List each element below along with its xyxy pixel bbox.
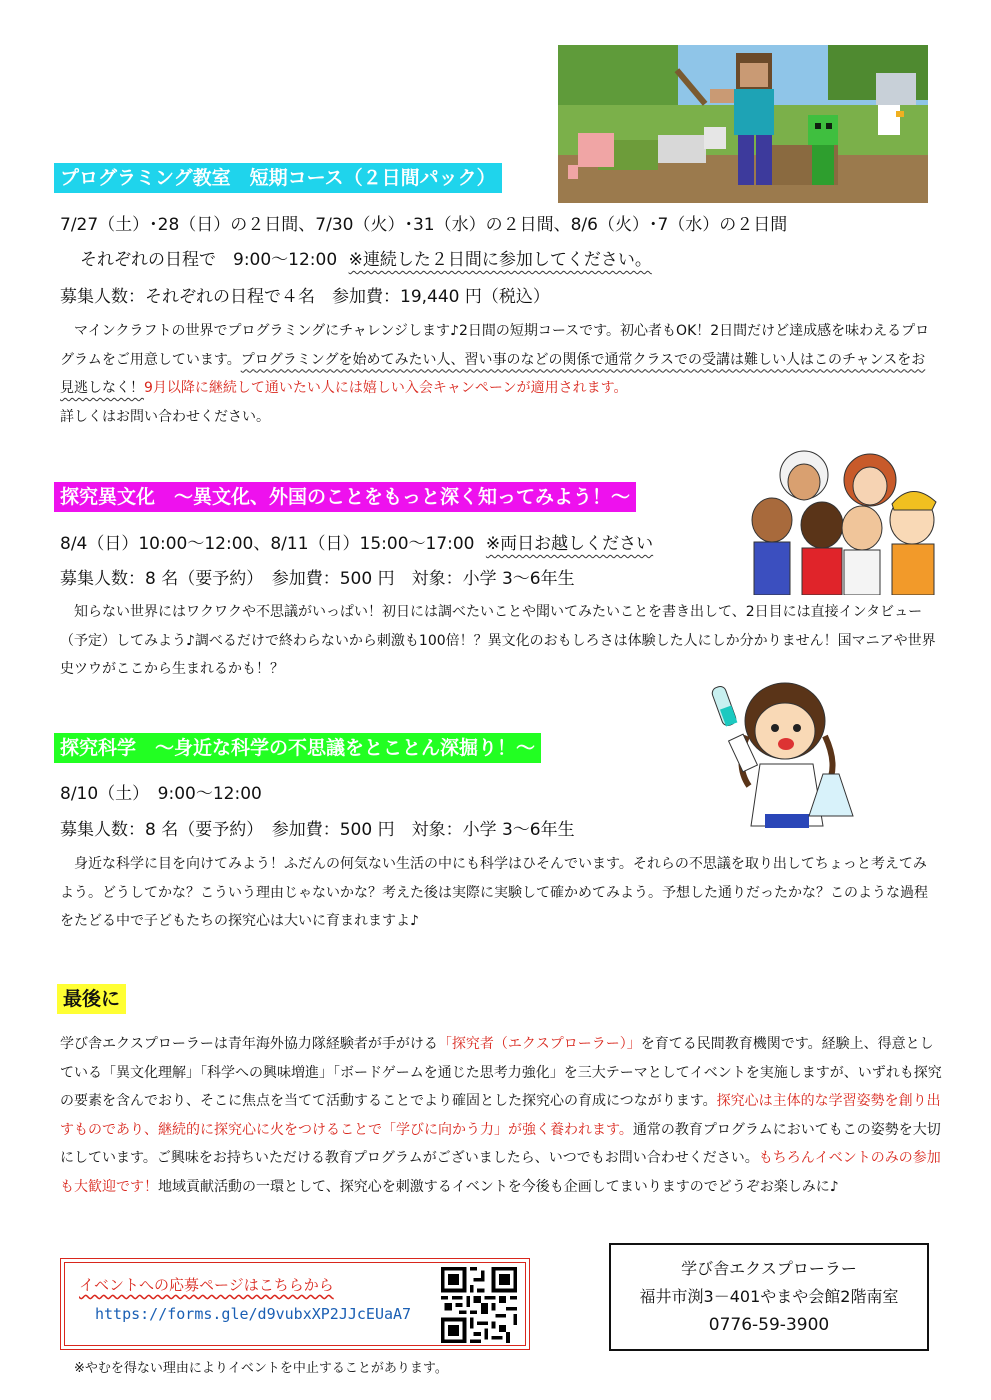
closing-description: [60, 1030, 945, 1201]
contact-box: [609, 1243, 929, 1351]
course3-capacity: 募集人数：8 名（要予約） 参加費：500 円 対象：小学 3～6年生: [60, 820, 575, 840]
course1-time-line: [80, 248, 652, 272]
course1-time: それぞれの日程で 9:00～12:00: [80, 250, 338, 270]
course3-heading: 探究科学 ～身近な科学の不思議をとことん深掘り！～: [54, 733, 541, 763]
children-illustration: [732, 440, 950, 595]
course1-desc-c: 9月以降に継続して通いたい人には嬉しい入会キャンペーンが適用されます。: [144, 380, 628, 396]
closing-p1: 学び舎エクスプローラーは青年海外協力隊経験者が手がける: [60, 1036, 438, 1052]
course3-dates: 8/10（土） 9:00～12:00: [60, 784, 262, 804]
contact-address: 福井市渕3－401やまや会館2階南室: [639, 1287, 899, 1306]
closing-p4: 通常の教育プログラムにおいてもこの姿勢を大切にしています。ご興味をお持ちいただける教育プログラムがございましたら、いつでもお問い合わせください。: [60, 1121, 941, 1166]
qr-code[interactable]: [441, 1267, 517, 1343]
course2-description: 知らない世界にはワクワクや不思議がいっぱい！初日には調べたいことや聞いてみたいことを書き出して、2日目には直接インタビュー（予定）してみよう♪調べるだけで終わらないから刺激も100倍！？異文化のおもしろさは体験した人にしか分かりません！国マニアや世界史ツウがここから生まれるかも！？: [60, 604, 936, 677]
closing-p3-red: 探究心は主体的な学習姿勢を創り出すものであり、継続的に探究心に火をつけることで「学びに向かう力」が強く養われます。: [60, 1093, 941, 1138]
course1-heading: プログラミング教室 短期コース（２日間パック）: [54, 163, 502, 193]
course2-heading: 探究異文化 ～異文化、外国のことをもっと深く知ってみよう！～: [54, 482, 636, 512]
course1-desc-d: 詳しくはお問い合わせください。: [60, 408, 270, 425]
contact-name: 学び舎エクスプローラー: [681, 1259, 857, 1278]
course1-dates: 7/27（土）･28（日）の２日間、7/30（火）･31（水）の２日間、8/6（火）･7（水）の２日間: [60, 215, 788, 235]
closing-p1-red: 「探究者（エクスプローラー）」: [437, 1036, 641, 1052]
apply-box: [60, 1258, 530, 1350]
footnote: ※やむを得ない理由によりイベントを中止することがあります。: [74, 1361, 448, 1376]
scientist-girl-illustration: [705, 676, 870, 839]
apply-label: イベントへの応募ページはこちらから: [79, 1276, 334, 1294]
course1-capacity: 募集人数：それぞれの日程で４名 参加費：19,440 円（税込）: [60, 287, 550, 307]
course2-dates-note: ※両日お越しください: [485, 534, 654, 554]
course1-time-note: ※連続した２日間に参加してください。: [348, 250, 652, 270]
course1-desc-b: プログラミングを始めてみたい人、習い事のなどの関係で通常クラスでの受講は難しい人はこのチャンスをお見逃しなく！: [60, 351, 926, 396]
course1-description: [60, 317, 938, 431]
course2-capacity: 募集人数：8 名（要予約） 参加費：500 円 対象：小学 3～6年生: [60, 569, 575, 589]
contact-phone: 0776-59-3900: [708, 1315, 830, 1335]
course3-description: 身近な科学に目を向けてみよう！ふだんの何気ない生活の中にも科学はひそんでいます。それらの不思議を取り出してちょっと考えてみよう。どうしてかな？こういう理由じゃないかな？考えた後は実際に実験して確かめてみよう。予想した通りだったかな？このような過程をたどる中で子どもたちの探究心は大いに育まれますよ♪: [60, 856, 928, 929]
closing-p2: を育てる民間教育機関です。経験上、得意としている「異文化理解」「科学への興味増進」「ボードゲームを通じた思考力強化」を三大テーマとしてイベントを実施しますが、いずれも探究の要素を含んでおり、そこに焦点を当てて活動することでより確固とした探究心の育成につながります。: [60, 1036, 942, 1109]
course2-dates-line: [60, 532, 653, 556]
closing-p6: 地域貢献活動の一環として、探究心を刺激するイベントを今後も企画してまいりますのでどうぞお楽しみに♪: [158, 1178, 839, 1195]
course2-dates: 8/4（日）10:00～12:00、8/11（日）15:00～17:00: [60, 534, 475, 554]
apply-url-link[interactable]: https://forms.gle/d9vubxXP2JJcEUaA7: [95, 1305, 412, 1323]
closing-heading: 最後に: [57, 984, 126, 1014]
course1-desc-a: マインクラフトの世界でプログラミングにチャレンジします♪2日間の短期コースです。初心者もOK！2日間だけど達成感を味わえるプログラムをご用意しています。: [60, 323, 930, 368]
minecraft-image: [558, 45, 928, 203]
closing-p5-red: もちろんイベントのみの参加も大歓迎です！: [60, 1150, 941, 1195]
